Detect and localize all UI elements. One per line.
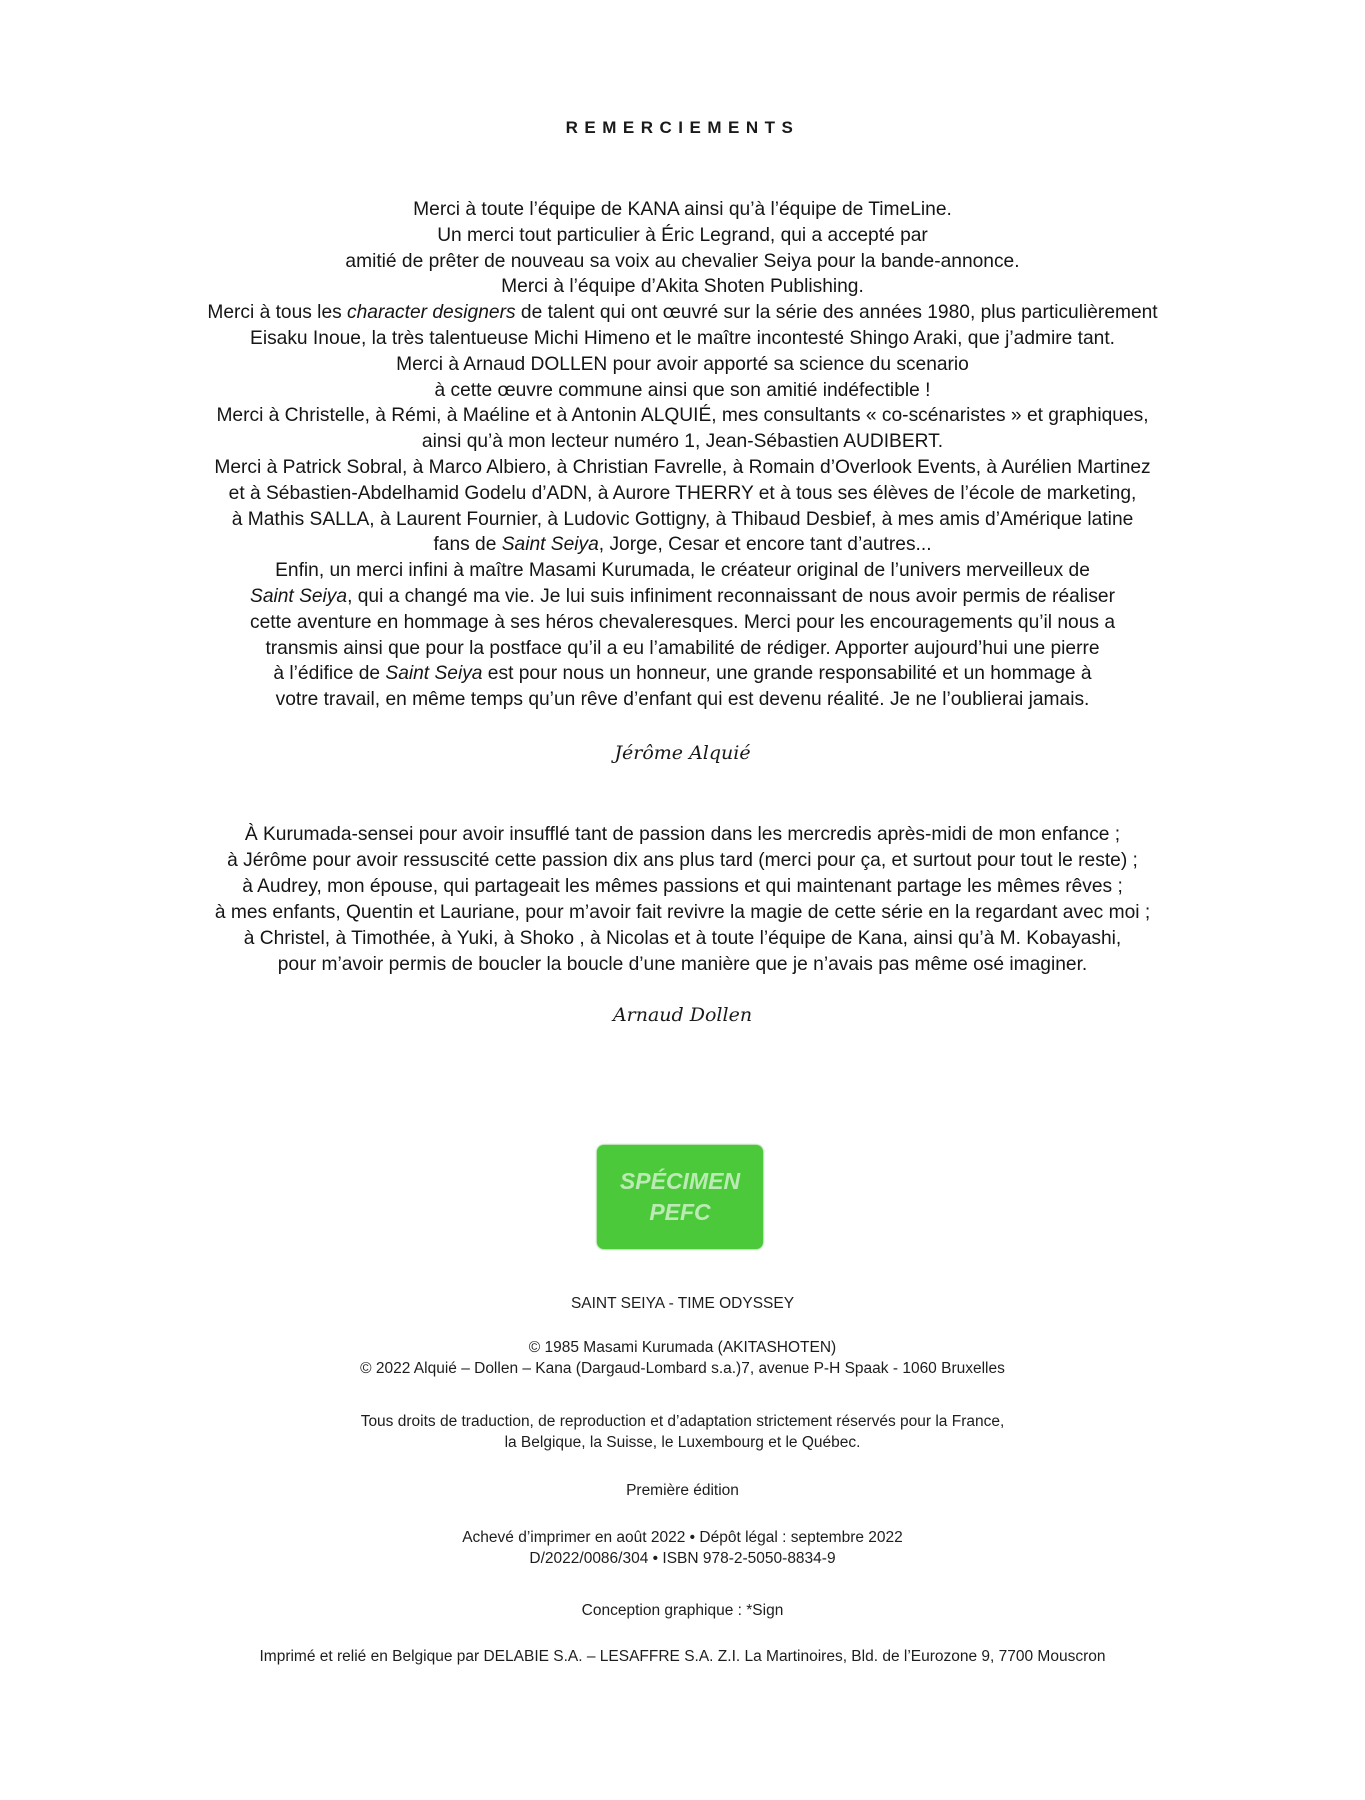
text-line: à cette œuvre commune ainsi que son amitié indéfectible ! — [434, 379, 931, 401]
text-line: Un merci tout particulier à Éric Legrand, qui a accepté par — [437, 224, 928, 246]
rights-notice — [0, 1411, 1365, 1453]
text-line: transmis ainsi que pour la postface qu’il a eu l’amabilité de rédiger. Apporter aujourd’hui une pierre — [265, 637, 1100, 659]
rights-line: Tous droits de traduction, de reproduction et d’adaptation strictement réservés pour la France, — [360, 1413, 1005, 1430]
printing-line: Achevé d’imprimer en août 2022 • Dépôt légal : septembre 2022 — [462, 1529, 903, 1546]
text-line: Merci à Christelle, à Rémi, à Maéline et à Antonin ALQUIÉ, mes consultants « co-scénaristes » et graphiques, — [216, 405, 1149, 427]
text-line: cette aventure en hommage à ses héros chevaleresques. Merci pour les encouragements qu’il nous a — [250, 611, 1115, 633]
copyright-line: © 2022 Alquié – Dollen – Kana (Dargaud-Lombard s.a.)7, avenue P-H Spaak - 1060 Bruxelles — [360, 1360, 1005, 1377]
acknowledgements-text-author — [0, 197, 1365, 713]
text-line: votre travail, en même temps qu’un rêve d’enfant qui est devenu réalité. Je ne l’oublierai jamais. — [275, 689, 1090, 711]
isbn-line: D/2022/0086/304 • ISBN 978-2-5050-8834-9 — [529, 1550, 836, 1567]
book-title: SAINT SEIYA - TIME ODYSSEY — [570, 1295, 795, 1312]
page-heading: REMERCIEMENTS — [565, 118, 800, 137]
graphic-design-credit: Conception graphique : *Sign — [581, 1602, 784, 1619]
text-line: À Kurumada-sensei pour avoir insufflé tant de passion dans les mercredis après-midi de mon enfance ; — [244, 824, 1121, 845]
text-line: Merci à Arnaud DOLLEN pour avoir apporté sa science du scenario — [396, 353, 969, 375]
printer-credit: Imprimé et relié en Belgique par DELABIE S.A. – LESAFFRE S.A. Z.I. La Martinoires, Bld. de l’Eurozone 9, 7700 Mouscron — [259, 1648, 1106, 1665]
text-line: amitié de prêter de nouveau sa voix au chevalier Seiya pour la bande-annonce. — [345, 250, 1020, 272]
rights-line: la Belgique, la Suisse, le Luxembourg et le Québec. — [504, 1434, 861, 1451]
text-line: fans de Saint Seiya, Jorge, Cesar et encore tant d’autres... — [433, 534, 932, 556]
text-line: Merci à l’équipe d’Akita Shoten Publishing. — [501, 276, 864, 298]
text-line: à l’édifice de Saint Seiya est pour nous un honneur, une grande responsabilité et un hommage à — [273, 663, 1092, 685]
text-line: Merci à Patrick Sobral, à Marco Albiero, à Christian Favrelle, à Romain d’Overlook Events, à Aurélien Martinez — [214, 456, 1151, 478]
badge-line-specimen: SPÉCIMEN — [619, 1168, 741, 1194]
text-line: à Audrey, mon épouse, qui partageait les mêmes passions et qui maintenant partage les mêmes rêves ; — [242, 876, 1123, 897]
text-line: Saint Seiya, qui a changé ma vie. Je lui suis infiniment reconnaissant de nous avoir permis de réaliser — [250, 585, 1115, 607]
text-line: et à Sébastien-Abdelhamid Godelu d’ADN, à Aurore THERRY et à tous ses élèves de l’école de marketing, — [228, 482, 1137, 504]
text-line: à Christel, à Timothée, à Yuki, à Shoko , à Nicolas et à toute l’équipe de Kana, ainsi qu’à M. Kobayashi, — [243, 928, 1122, 949]
specimen-pefc-badge — [597, 1145, 763, 1249]
text-line: à Jérôme pour avoir ressuscité cette passion dix ans plus tard (merci pour ça, et surtout pour tout le reste) ; — [227, 850, 1138, 871]
printing-info — [0, 1527, 1365, 1569]
signature-arnaud-dollen: Arnaud Dollen — [612, 1004, 753, 1026]
signature-jerome-alquie: Jérôme Alquié — [614, 742, 751, 764]
badge-line-pefc: PEFC — [649, 1199, 711, 1225]
text-line: Eisaku Inoue, la très talentueuse Michi Himeno et le maître incontesté Shingo Araki, que j’admire tant. — [250, 327, 1115, 349]
acknowledgements-text-cowriter — [0, 822, 1365, 978]
text-line: à Mathis SALLA, à Laurent Fournier, à Ludovic Gottigny, à Thibaud Desbief, à mes amis d’Amérique latine — [231, 508, 1134, 530]
copyright-line: © 1985 Masami Kurumada (AKITASHOTEN) — [528, 1339, 837, 1356]
text-line: Merci à toute l’équipe de KANA ainsi qu’à l’équipe de TimeLine. — [413, 199, 952, 220]
text-line: pour m’avoir permis de boucler la boucle d’une manière que je n’avais pas même osé imaginer. — [277, 954, 1088, 975]
text-line: Enfin, un merci infini à maître Masami Kurumada, le créateur original de l’univers merveilleux de — [275, 560, 1090, 582]
text-line: Merci à tous les character designers de talent qui ont œuvré sur la série des années 1980, plus particulièrement — [207, 302, 1158, 324]
edition-label: Première édition — [626, 1482, 739, 1499]
text-line: ainsi qu’à mon lecteur numéro 1, Jean-Sébastien AUDIBERT. — [421, 431, 944, 453]
copyright-block — [0, 1337, 1365, 1379]
text-line: à mes enfants, Quentin et Lauriane, pour m’avoir fait revivre la magie de cette série en la regardant avec moi ; — [214, 902, 1151, 923]
